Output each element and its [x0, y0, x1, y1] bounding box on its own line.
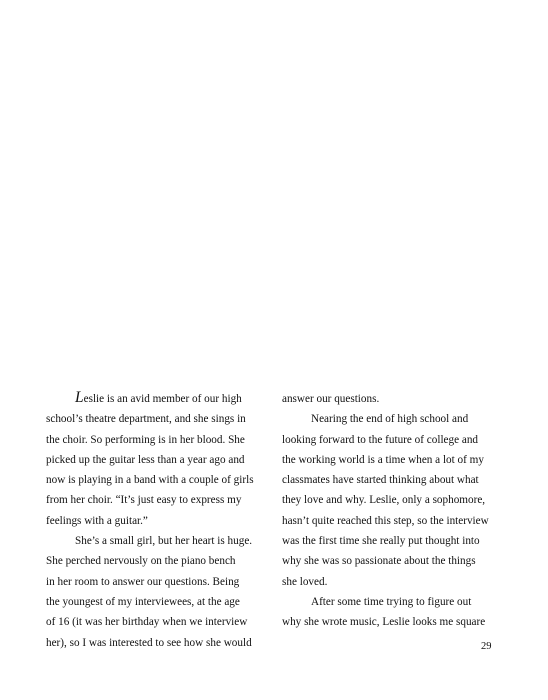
drop-cap: L — [75, 389, 84, 406]
text-line: answer our questions. — [282, 393, 380, 405]
text-line: picked up the guitar less than a year ago and — [46, 453, 245, 466]
page-number: 29 — [481, 641, 492, 652]
right-column — [282, 389, 507, 633]
text-line: now is playing in a band with a couple of girls — [46, 474, 254, 487]
text-line: hasn’t quite reached this step, so the interview — [282, 514, 489, 527]
text-line: After some time trying to figure out — [311, 595, 472, 608]
text-line: why she was so passionate about the things — [282, 555, 476, 568]
text-line: from her choir. “It’s just easy to express my — [46, 494, 242, 507]
text-line: the choir. So performing is in her blood. She — [46, 433, 245, 446]
text-line: in her room to answer our questions. Being — [46, 575, 240, 588]
text-line: they love and why. Leslie, only a sophomore, — [282, 494, 486, 507]
text-line: she loved. — [282, 575, 328, 588]
text-line: why she wrote music, Leslie looks me square — [282, 616, 486, 629]
text-line: her), so I was interested to see how she would — [46, 636, 252, 649]
text-line: of 16 (it was her birthday when we interview — [46, 616, 248, 629]
text-line: school’s theatre department, and she sings in — [46, 413, 246, 426]
text-line: feelings with a guitar.” — [46, 514, 148, 527]
text-line: She’s a small girl, but her heart is huge. — [75, 535, 253, 548]
line-text: eslie is an avid member of our high — [83, 393, 242, 405]
text-line: looking forward to the future of college and — [282, 433, 479, 446]
text-line: the youngest of my interviewees, at the age — [46, 595, 240, 608]
text-line — [46, 389, 268, 409]
text-line: was the first time she really put thought into — [282, 535, 480, 548]
text-line: She perched nervously on the piano bench — [46, 555, 236, 568]
text-line: classmates have started thinking about what — [282, 474, 479, 487]
text-line: Nearing the end of high school and — [311, 413, 469, 426]
left-column — [46, 389, 268, 653]
text-line: the working world is a time when a lot of my — [282, 453, 484, 466]
